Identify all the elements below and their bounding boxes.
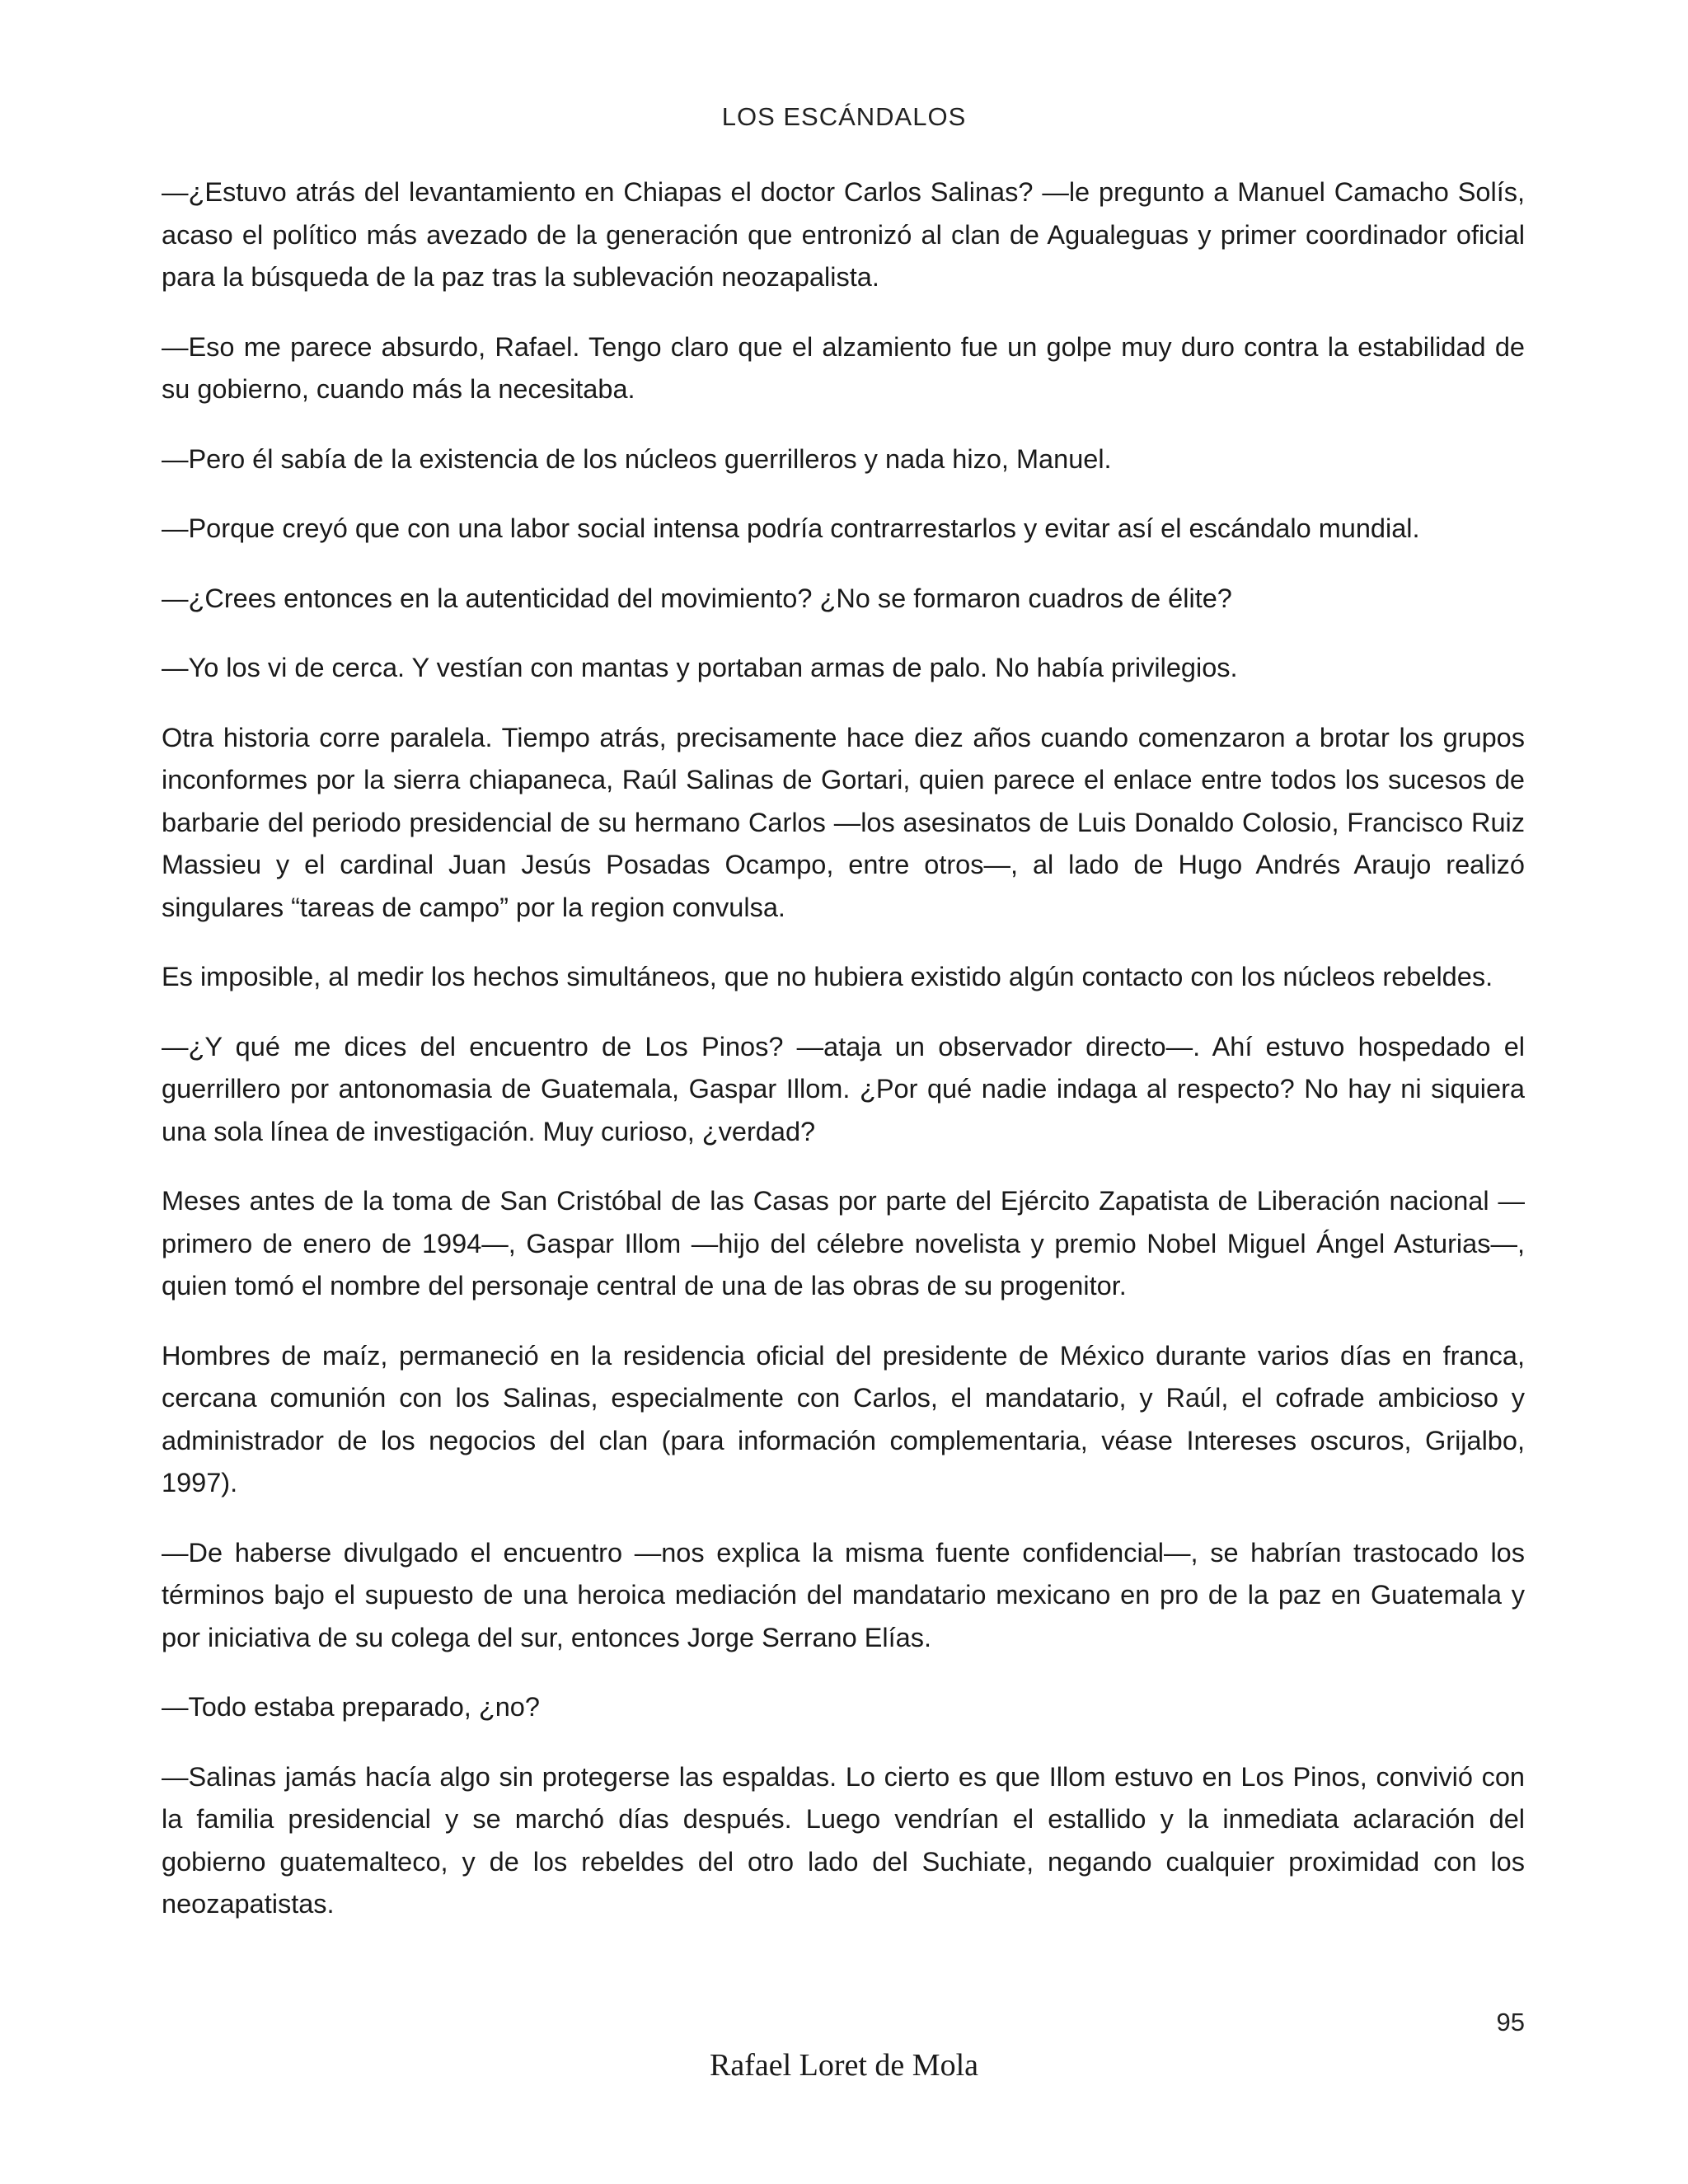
paragraph: —Eso me parece absurdo, Rafael. Tengo claro que el alzamiento fue un golpe muy duro contra la estabilidad de su gobierno, cuando más la necesitaba. <box>162 331 1525 404</box>
paragraph: —Todo estaba preparado, ¿no? <box>162 1692 540 1722</box>
paragraph: —¿Estuvo atrás del levantamiento en Chiapas el doctor Carlos Salinas? —le pregunto a Manuel Camacho Solís, acaso el político más avezado de la generación que entronizó al clan de Agualeguas y primer coordinador oficial para la búsqueda de la paz tras la sublevación neozapalista. <box>162 177 1525 292</box>
paragraph: —Yo los vi de cerca. Y vestían con mantas y portaban armas de palo. No había privilegios. <box>162 653 1238 682</box>
paragraph: Hombres de maíz, permaneció en la residencia oficial del presidente de México durante varios días en franca, cercana comunión con los Salinas, especialmente con Carlos, el mandatario, y Raúl, el cofrade ambicioso y administrador de los negocios del clan (para información complementaria, véase Intereses oscuros, Grijalbo, 1997). <box>162 1340 1525 1497</box>
paragraph: —Salinas jamás hacía algo sin protegerse las espaldas. Lo cierto es que Illom estuvo en Los Pinos, convivió con la familia presidencial y se marchó días después. Luego vendrían el estallido y la inmediata aclaración del gobierno guatemalteco, y de los rebeldes del otro lado del Suchiate, negando cualquier proximidad con los neozapatistas. <box>162 1761 1525 1919</box>
paragraph: —¿Y qué me dices del encuentro de Los Pinos? —ataja un observador directo—. Ahí estuvo hospedado el guerrillero por antonomasia de Guatemala, Gaspar Illom. ¿Por qué nadie indaga al respecto? No hay ni siquiera una sola línea de investigación. Muy curioso, ¿verdad? <box>162 1031 1525 1146</box>
paragraph: —De haberse divulgado el encuentro —nos explica la misma fuente confidencial—, se habrían trastocado los términos bajo el supuesto de una heroica mediación del mandatario mexicano en pro de la paz en Guatemala y por iniciativa de su colega del sur, entonces Jorge Serrano Elías. <box>162 1537 1525 1652</box>
paragraph: Meses antes de la toma de San Cristóbal de las Casas por parte del Ejército Zapatista de Liberación nacional —primero de enero de 1994—, Gaspar Illom —hijo del célebre novelista y premio Nobel Miguel Ángel Asturias—, quien tomó el nombre del personaje central de una de las obras de su progenitor. <box>162 1186 1525 1301</box>
paragraph: —Porque creyó que con una labor social intensa podría contrarrestarlos y evitar así el escándalo mundial. <box>162 513 1420 543</box>
footer-author: Rafael Loret de Mola <box>709 2048 979 2083</box>
paragraph: —¿Crees entonces en la autenticidad del movimiento? ¿No se formaron cuadros de élite? <box>162 583 1232 613</box>
paragraph: Otra historia corre paralela. Tiempo atrás, precisamente hace diez años cuando comenzaron a brotar los grupos inconformes por la sierra chiapaneca, Raúl Salinas de Gortari, quien parece el enlace entre todos los sucesos de barbarie del periodo presidencial de su hermano Carlos —los asesinatos de Luis Donaldo Colosio, Francisco Ruiz Massieu y el cardinal Juan Jesús Posadas Ocampo, entre otros—, al lado de Hugo Andrés Araujo realizó singulares “tareas de campo” por la region convulsa. <box>162 722 1525 922</box>
running-header: LOS ESCÁNDALOS <box>721 102 967 131</box>
paragraph: Es imposible, al medir los hechos simultáneos, que no hubiera existido algún contacto con los núcleos rebeldes. <box>162 962 1493 991</box>
paragraph: —Pero él sabía de la existencia de los núcleos guerrilleros y nada hizo, Manuel. <box>162 443 1112 474</box>
page-number: 95 <box>1496 2008 1525 2036</box>
body-text <box>162 171 1525 1953</box>
